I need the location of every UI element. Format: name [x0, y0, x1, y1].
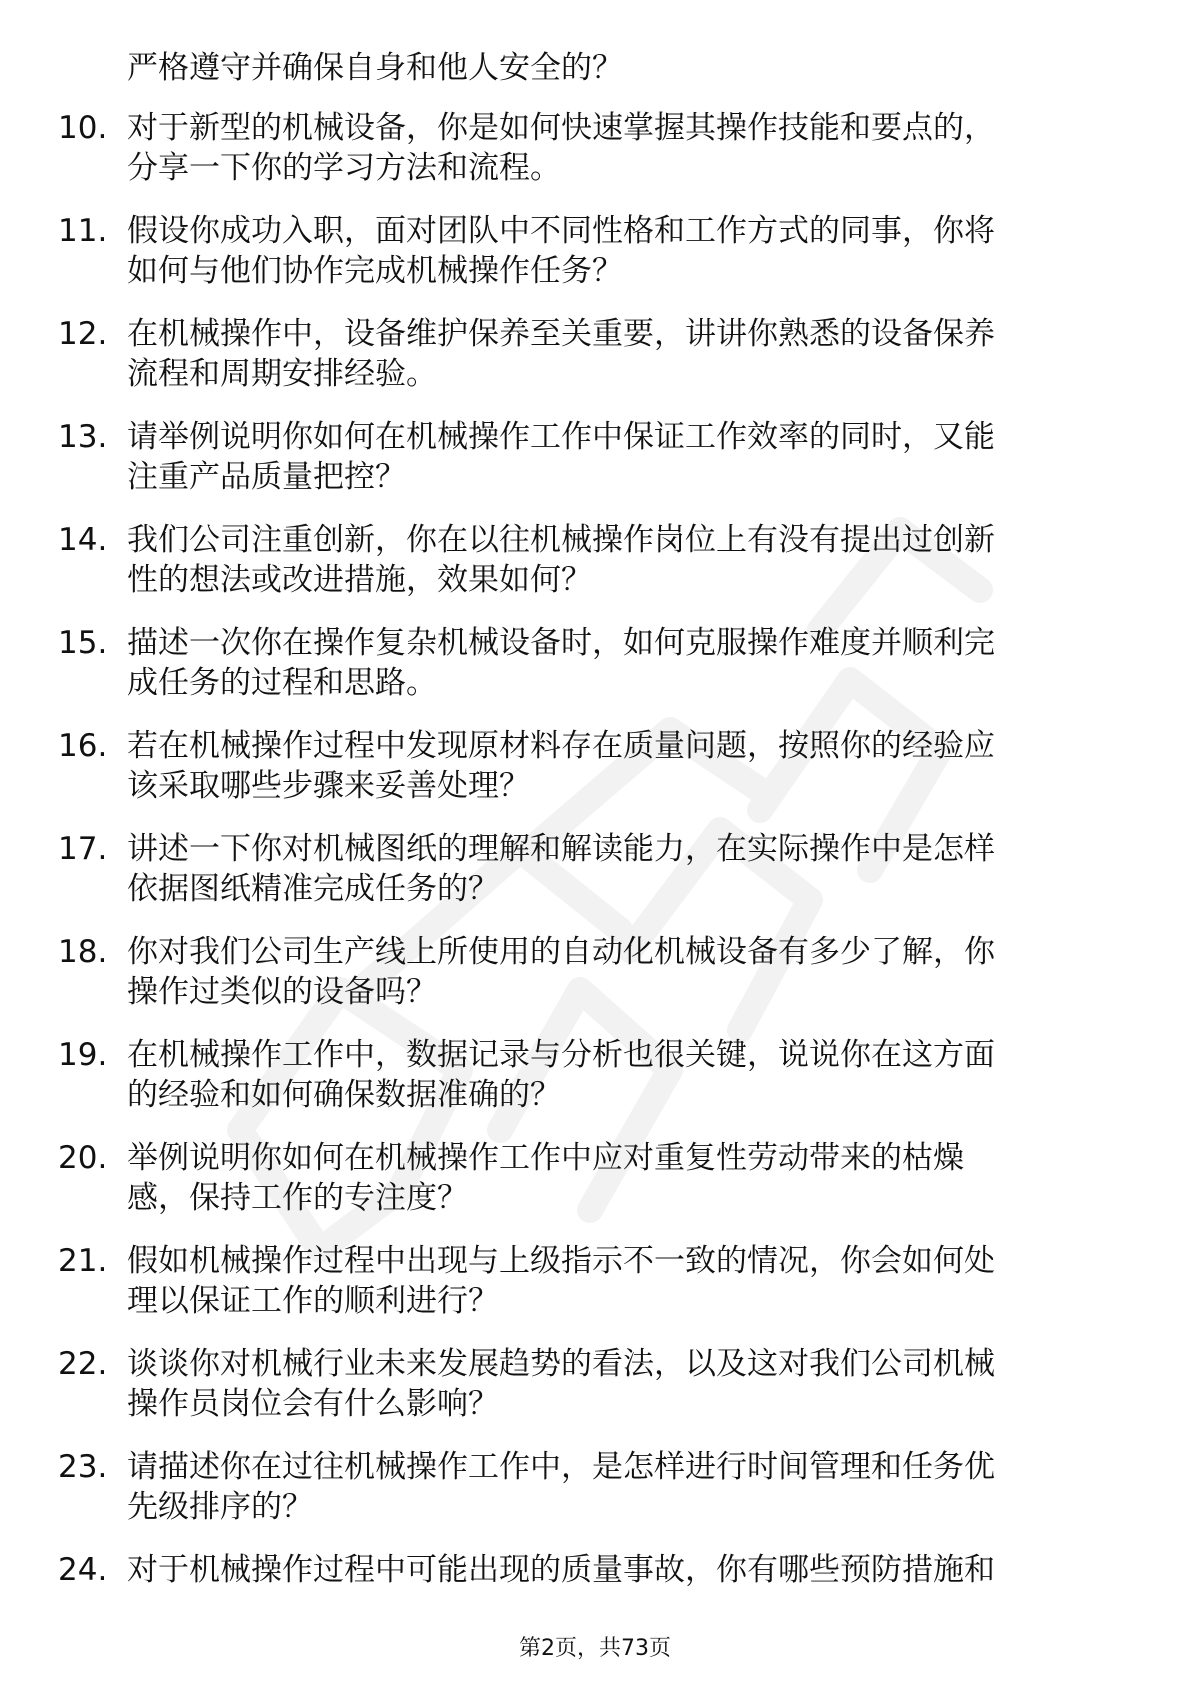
question-number: 12. — [58, 316, 108, 352]
question-number: 10. — [58, 110, 108, 146]
page-footer: 第2页，共73页 — [519, 1636, 671, 1661]
question-text — [127, 1344, 1117, 1424]
question-text — [127, 1550, 1117, 1590]
question-number: 18. — [58, 934, 108, 970]
question-line: 举例说明你如何在机械操作工作中应对重复性劳动带来的枯燥 — [127, 1140, 964, 1176]
question-line: 注重产品质量把控？ — [127, 459, 406, 495]
question-line: 该采取哪些步骤来妥善处理？ — [127, 768, 530, 804]
question-number: 16. — [58, 728, 108, 764]
question-text — [127, 1138, 1117, 1218]
question-number: 13. — [58, 419, 108, 455]
question-text — [127, 417, 1117, 497]
question-number: 21. — [58, 1243, 108, 1279]
question-line: 对于机械操作过程中可能出现的质量事故，你有哪些预防措施和 — [127, 1552, 995, 1588]
question-line: 依据图纸精准完成任务的？ — [127, 871, 499, 907]
question-line: 如何与他们协作完成机械操作任务？ — [127, 253, 623, 289]
question-line: 你对我们公司生产线上所使用的自动化机械设备有多少了解，你 — [127, 934, 995, 970]
question-number: 19. — [58, 1037, 108, 1073]
question-text — [127, 1241, 1117, 1321]
question-line: 成任务的过程和思路。 — [127, 665, 437, 701]
question-text — [127, 211, 1117, 291]
question-line: 在机械操作中，设备维护保养至关重要，讲讲你熟悉的设备保养 — [127, 316, 995, 352]
question-number: 11. — [58, 213, 108, 249]
question-line: 对于新型的机械设备，你是如何快速掌握其操作技能和要点的， — [127, 110, 995, 146]
question-number: 22. — [58, 1346, 108, 1382]
question-number: 24. — [58, 1552, 108, 1588]
continued-question-text: 严格遵守并确保自身和他人安全的？ — [127, 50, 623, 86]
question-text — [127, 520, 1117, 600]
question-line: 若在机械操作过程中发现原材料存在质量问题，按照你的经验应 — [127, 728, 995, 764]
question-text — [127, 829, 1117, 909]
question-line: 操作员岗位会有什么影响？ — [127, 1386, 499, 1422]
question-line: 谈谈你对机械行业未来发展趋势的看法，以及这对我们公司机械 — [127, 1346, 995, 1382]
question-line: 请描述你在过往机械操作工作中，是怎样进行时间管理和任务优 — [127, 1449, 995, 1485]
question-line: 假设你成功入职，面对团队中不同性格和工作方式的同事，你将 — [127, 213, 995, 249]
question-text — [127, 932, 1117, 1012]
question-number: 23. — [58, 1449, 108, 1485]
question-line: 操作过类似的设备吗？ — [127, 974, 437, 1010]
question-line: 假如机械操作过程中出现与上级指示不一致的情况，你会如何处 — [127, 1243, 995, 1279]
question-line: 先级排序的？ — [127, 1489, 313, 1525]
question-number: 14. — [58, 522, 108, 558]
question-line: 我们公司注重创新，你在以往机械操作岗位上有没有提出过创新 — [127, 522, 995, 558]
question-line: 流程和周期安排经验。 — [127, 356, 437, 392]
question-number: 20. — [58, 1140, 108, 1176]
question-text — [127, 623, 1117, 703]
question-line: 性的想法或改进措施，效果如何？ — [127, 562, 592, 598]
question-text — [127, 1447, 1117, 1527]
question-line: 感，保持工作的专注度？ — [127, 1180, 468, 1216]
question-number: 15. — [58, 625, 108, 661]
question-line: 描述一次你在操作复杂机械设备时，如何克服操作难度并顺利完 — [127, 625, 995, 661]
question-number: 17. — [58, 831, 108, 867]
question-text — [127, 314, 1117, 394]
question-line: 分享一下你的学习方法和流程。 — [127, 150, 561, 186]
question-line: 讲述一下你对机械图纸的理解和解读能力，在实际操作中是怎样 — [127, 831, 995, 867]
question-text — [127, 1035, 1117, 1115]
question-line: 请举例说明你如何在机械操作工作中保证工作效率的同时，又能 — [127, 419, 995, 455]
question-text — [127, 726, 1117, 806]
question-line: 在机械操作工作中，数据记录与分析也很关键，说说你在这方面 — [127, 1037, 995, 1073]
question-line: 理以保证工作的顺利进行？ — [127, 1283, 499, 1319]
question-line: 的经验和如何确保数据准确的？ — [127, 1077, 561, 1113]
question-text — [127, 108, 1117, 188]
